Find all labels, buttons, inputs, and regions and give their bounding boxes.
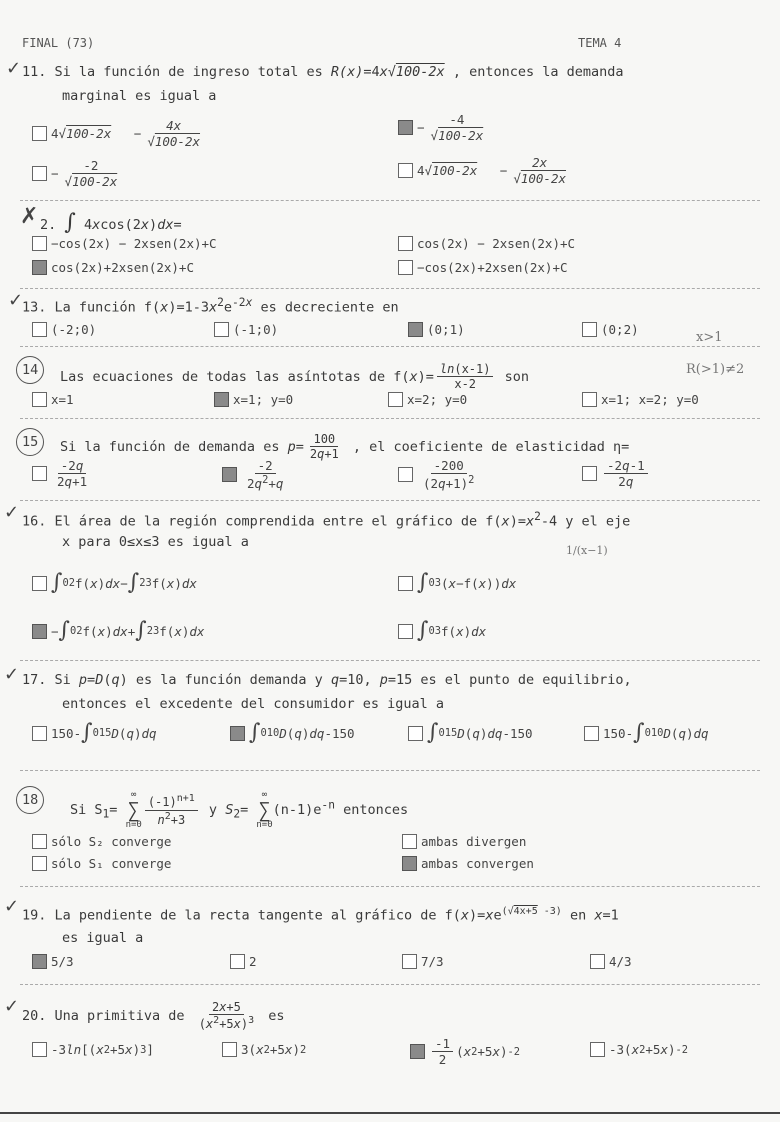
checkbox[interactable] (32, 1042, 47, 1057)
q20-option-d[interactable]: -3( x 2 +5 x ) -2 (590, 1042, 688, 1057)
q13-option-c[interactable] (408, 322, 465, 337)
divider (20, 200, 760, 201)
checkbox[interactable] (402, 954, 417, 969)
q17-option-c[interactable]: ∫ 0 15 D ( q ) dq -150 (408, 722, 533, 744)
q13-option-d[interactable] (582, 322, 639, 337)
checkbox[interactable] (32, 166, 47, 181)
check-mark: ✓ (4, 502, 20, 523)
checkbox-checked[interactable] (32, 954, 47, 969)
q11-option-a[interactable]: 4√ 100-2x − $\frac{4x}{√100-2x}$ (32, 118, 206, 149)
checkbox[interactable] (398, 260, 413, 275)
question-15-text: Si la función de demanda es p= $\frac{100}{2q+1}$ , el coeficiente de elasticidad η= (60, 432, 630, 462)
checkbox-checked[interactable] (32, 260, 47, 275)
q18-option-c[interactable] (32, 856, 171, 871)
q16-option-c[interactable]: − ∫ 0 2 f( x ) dx + ∫ 2 3 f( x ) dx (32, 620, 204, 642)
divider (20, 500, 760, 501)
option-label: (0;2) (601, 322, 639, 337)
question-18-text: Si $S_1=$ ∞ ∑ n=0 $\frac{(-1)^{n+1}}{n^2+3}$ y $S_2=$ ∞ ∑ n=0 $(n-1)e^{-n}$ entonces (70, 790, 409, 830)
divider (20, 346, 760, 347)
option-label: x=1 (51, 392, 74, 407)
q12-option-b[interactable] (398, 236, 575, 251)
q17-option-b[interactable]: ∫ 0 10 D ( q ) dq -150 (230, 722, 355, 744)
option-label: (0;1) (427, 322, 465, 337)
q14-option-b[interactable] (214, 392, 293, 407)
option-label: −cos(2x)+2xsen(2x)+C (417, 260, 568, 275)
option-label: 7/3 (421, 954, 444, 969)
checkbox[interactable] (32, 466, 47, 481)
question-number: 14 (22, 362, 39, 378)
checkbox[interactable] (398, 576, 413, 591)
option-label: x=1; x=2; y=0 (601, 392, 699, 407)
checkbox[interactable] (32, 392, 47, 407)
checkbox[interactable] (214, 322, 229, 337)
option-label: sólo S₂ converge (51, 834, 172, 849)
divider (20, 886, 760, 887)
checkbox[interactable] (32, 726, 47, 741)
q15-option-a[interactable]: $\frac{-2q}{2q+1}$ (32, 458, 93, 489)
q18-option-b[interactable] (402, 834, 526, 849)
q11-option-d[interactable]: 4√ 100-2x − $\frac{2x}{√100-2x}$ (398, 155, 572, 186)
checkbox[interactable] (398, 236, 413, 251)
divider (20, 288, 760, 289)
question-13-text: 13. La función $f(x)=1-3x^2e^{-2x}$ es decreciente en (22, 296, 399, 316)
exam-header-left: FINAL (73) (22, 36, 95, 50)
option-label: (-1;0) (233, 322, 279, 337)
checkbox-checked[interactable] (410, 1044, 425, 1059)
q19-option-a[interactable] (32, 954, 74, 969)
q19-option-b[interactable] (230, 954, 257, 969)
option-label: ambas convergen (421, 856, 534, 871)
q11-option-c[interactable]: − $\frac{-2}{√100-2x}$ (32, 158, 123, 189)
option-label: cos(2x) − 2xsen(2x)+C (417, 236, 576, 251)
checkbox[interactable] (402, 834, 417, 849)
divider (20, 984, 760, 985)
q14-option-a[interactable] (32, 392, 74, 407)
checkbox[interactable] (590, 1042, 605, 1057)
checkbox-checked[interactable] (230, 726, 245, 741)
checkbox[interactable] (32, 236, 47, 251)
checkbox-checked[interactable] (402, 856, 417, 871)
question-12-text: 2. ∫ 4xcos(2x)dx= (40, 210, 182, 235)
checkbox[interactable] (408, 726, 423, 741)
checkbox-checked[interactable] (408, 322, 423, 337)
checkbox[interactable] (32, 576, 47, 591)
check-mark: ✓ (4, 996, 20, 1017)
question-11-text2: marginal es igual a (62, 88, 217, 104)
q14-option-d[interactable] (582, 392, 699, 407)
check-mark: ✓ (4, 664, 20, 685)
option-label: x=2; y=0 (407, 392, 468, 407)
q15-option-b[interactable]: $\frac{-2}{2q^2+q}$ (222, 458, 289, 491)
q11-option-b[interactable]: − $\frac{-4}{√100-2x}$ (398, 112, 489, 143)
question-14-text: Las ecuaciones de todas las asíntotas de f(x)= $\frac{\ln(x-1)}{x-2}$ son (60, 362, 529, 392)
option-label: (-2;0) (51, 322, 97, 337)
check-mark: ✓ (8, 290, 24, 311)
question-17-text2: entonces el excedente del consumidor es igual a (62, 696, 445, 712)
q20-option-c[interactable]: $\frac{-1}{2}$ ( x 2 +5 x ) -2 (410, 1036, 520, 1067)
divider (20, 418, 760, 419)
checkbox[interactable] (582, 466, 597, 481)
question-number: 15 (22, 434, 39, 450)
q19-option-c[interactable] (402, 954, 444, 969)
option-label: cos(2x)+2xsen(2x)+C (51, 260, 194, 275)
exam-header-right: TEMA 4 (578, 36, 622, 50)
option-label: x=1; y=0 (233, 392, 294, 407)
q20-option-b[interactable]: 3( x 2 +5 x ) 2 (222, 1042, 306, 1057)
question-19-text2: es igual a (62, 930, 144, 946)
handwritten-note: 1/(x−1) (566, 544, 608, 557)
check-mark: ✓ (6, 58, 22, 79)
q18-option-a[interactable] (32, 834, 171, 849)
handwritten-note: x>1 (696, 330, 723, 345)
option-label: 2 (249, 954, 257, 969)
option-label: −cos(2x) − 2xsen(2x)+C (51, 236, 217, 251)
option-label: 5/3 (51, 954, 74, 969)
divider (20, 660, 760, 661)
checkbox[interactable] (32, 322, 47, 337)
q12-option-a[interactable] (32, 236, 217, 251)
q17-option-a[interactable]: 150- ∫ 0 15 D ( q ) dq (32, 722, 157, 744)
q20-option-a[interactable]: -3 ln [( x 2 +5 x ) 3 ] (32, 1042, 154, 1057)
checkbox[interactable] (398, 163, 413, 178)
q16-option-b[interactable]: ∫ 0 3 ( x −f( x )) dx (398, 572, 516, 594)
question-number: 18 (22, 792, 39, 808)
handwritten-note: R(>1)≠2 (686, 362, 745, 377)
checkbox[interactable] (398, 624, 413, 639)
checkbox-checked[interactable] (222, 467, 237, 482)
checkbox[interactable] (582, 322, 597, 337)
checkbox-checked[interactable] (398, 120, 413, 135)
q13-option-a[interactable] (32, 322, 96, 337)
q16-option-d[interactable]: ∫ 0 3 f( x ) dx (398, 620, 486, 642)
checkbox[interactable] (584, 726, 599, 741)
question-20-text: 20. Una primitiva de $\frac{2x+5}{(x^2+5x)^3}$ es (22, 1000, 285, 1032)
q13-option-b[interactable] (214, 322, 278, 337)
q18-option-d[interactable] (402, 856, 534, 871)
divider (20, 770, 760, 771)
cross-mark: ✗ (20, 204, 39, 229)
question-17-text: 17. Si p=D(q) es la función demanda y q=10, p=15 es el punto de equilibrio, (22, 672, 632, 688)
option-label: 4/3 (609, 954, 632, 969)
q12-option-d[interactable] (398, 260, 568, 275)
checkbox[interactable] (388, 392, 403, 407)
page-bottom-rule (0, 1112, 780, 1114)
checkbox[interactable] (32, 856, 47, 871)
q14-option-c[interactable] (388, 392, 467, 407)
q19-option-d[interactable] (590, 954, 632, 969)
checkbox[interactable] (582, 392, 597, 407)
checkbox[interactable] (398, 467, 413, 482)
q16-option-a[interactable]: ∫ 0 2 f( x ) dx − ∫ 2 3 f( x ) dx (32, 572, 197, 594)
checkbox[interactable] (230, 954, 245, 969)
question-11-text: 11. Si la función de ingreso total es R(x)=4x√100-2x , entonces la demanda (22, 64, 624, 80)
option-label: ambas divergen (421, 834, 527, 849)
question-19-text: 19. La pendiente de la recta tangente al gráfico de $f(x)=xe^{(√4x+5 -3)}$ en x=1 (22, 906, 619, 924)
question-16-text2: x para 0≤x≤3 es igual a (62, 534, 249, 550)
checkbox[interactable] (32, 834, 47, 849)
check-mark: ✓ (4, 896, 20, 917)
q12-option-c[interactable] (32, 260, 194, 275)
question-16-text: 16. El área de la región comprendida entre el gráfico de $f(x)=x^2-4$ y el eje (22, 510, 631, 530)
q15-option-d[interactable]: $\frac{-2q-1}{2q}$ (582, 458, 651, 489)
checkbox[interactable] (222, 1042, 237, 1057)
q15-option-c[interactable]: $\frac{-200}{(2q+1)^2}$ (398, 458, 480, 491)
checkbox[interactable] (32, 126, 47, 141)
option-label: sólo S₁ converge (51, 856, 172, 871)
q17-option-d[interactable]: 150- ∫ 0 10 D ( q ) dq (584, 722, 709, 744)
checkbox-checked[interactable] (214, 392, 229, 407)
checkbox[interactable] (590, 954, 605, 969)
checkbox-checked[interactable] (32, 624, 47, 639)
